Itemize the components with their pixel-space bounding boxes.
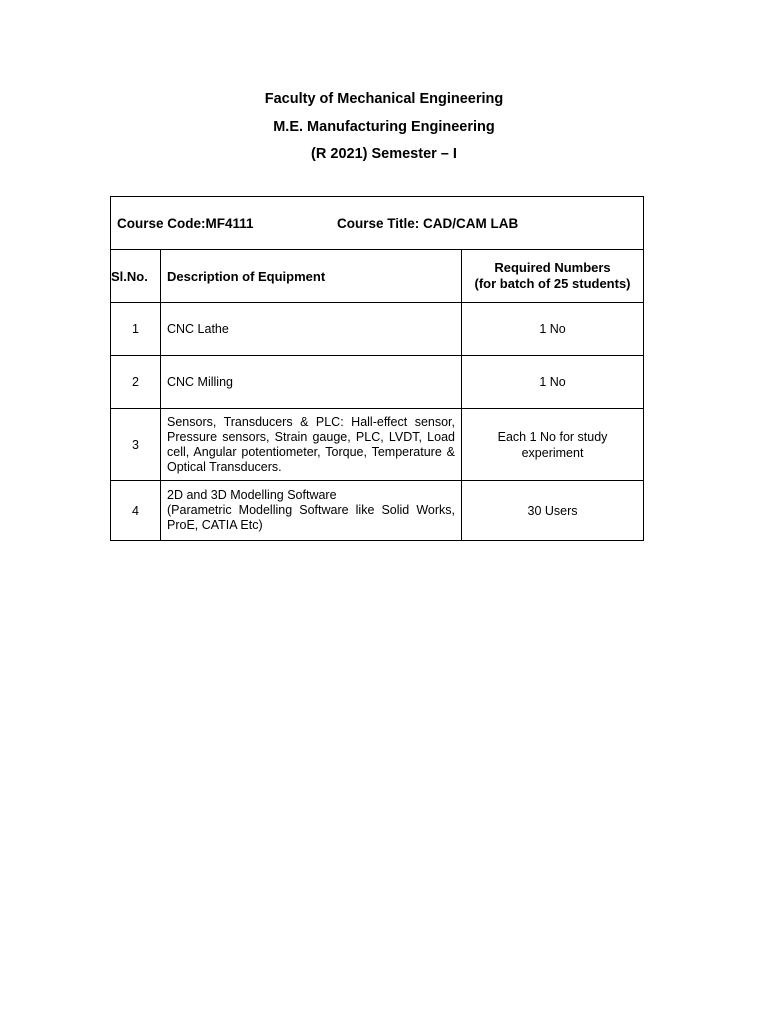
row-required-line1: Each 1 No for study (497, 429, 608, 444)
equipment-table (110, 196, 644, 541)
column-header-required (462, 250, 644, 303)
table-row (111, 356, 644, 409)
column-header-required-line2: (for batch of 25 students) (474, 276, 631, 291)
course-info-cell (111, 197, 644, 250)
row-description: CNC Milling (161, 356, 462, 409)
row-sl-no: 1 (111, 303, 161, 356)
course-code: Course Code:MF4111 (117, 215, 254, 231)
document-header (0, 86, 768, 169)
table-row (111, 303, 644, 356)
row-description: CNC Lathe (161, 303, 462, 356)
row-description-line2: (Parametric Modelling Software like Solid Works, ProE, CATIA Etc) (167, 503, 455, 532)
semester-heading: (R 2021) Semester – I (311, 146, 457, 162)
table-row (111, 409, 644, 481)
row-sl-no: 2 (111, 356, 161, 409)
column-header-description: Description of Equipment (161, 250, 462, 303)
column-header-required-line1: Required Numbers (494, 260, 611, 275)
course-info-row (111, 197, 644, 250)
row-description (161, 481, 462, 541)
row-sl-no: 3 (111, 409, 161, 481)
row-required: 30 Users (462, 481, 644, 541)
row-description: Sensors, Transducers & PLC: Hall-effect sensor, Pressure sensors, Strain gauge, PLC, LVDT, Load cell, Angular potentiometer, Torque, Temperature & Optical Transducers. (161, 409, 462, 481)
column-header-sl-no: Sl.No. (111, 250, 161, 303)
table-row (111, 481, 644, 541)
row-required: 1 No (462, 356, 644, 409)
course-title: Course Title: CAD/CAM LAB (337, 215, 519, 231)
programme-heading: M.E. Manufacturing Engineering (273, 118, 495, 135)
row-sl-no: 4 (111, 481, 161, 541)
row-required (462, 409, 644, 481)
row-required-line2: experiment (521, 445, 584, 460)
row-required: 1 No (462, 303, 644, 356)
faculty-heading: Faculty of Mechanical Engineering (264, 91, 504, 107)
table-header-row (111, 250, 644, 303)
row-description-line1: 2D and 3D Modelling Software (167, 488, 337, 502)
